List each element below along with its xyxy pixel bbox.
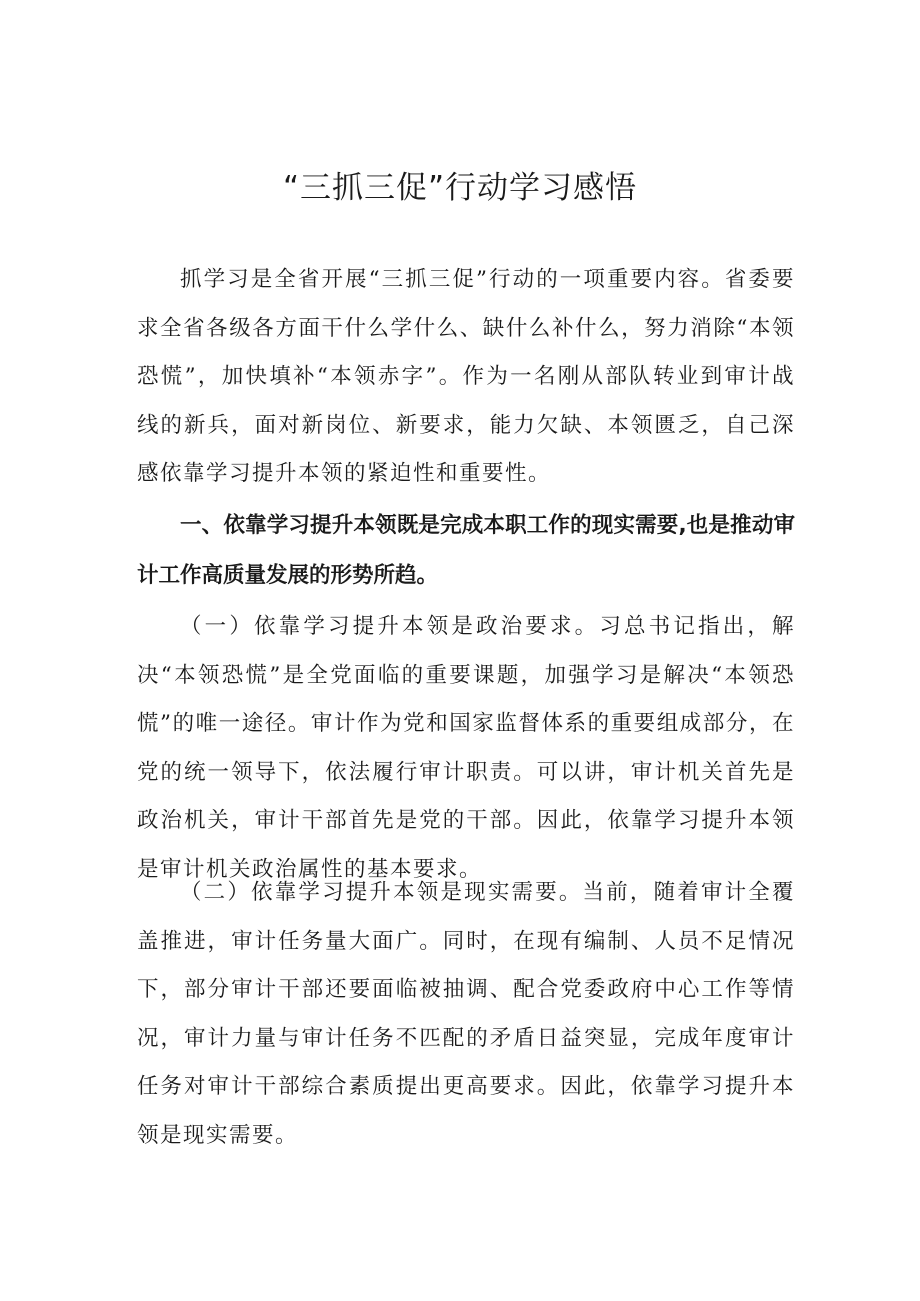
section-heading-1: 一、依靠学习提升本领既是完成本职工作的现实需要,也是推动审计工作高质量发展的形势所趋。 — [137, 513, 795, 588]
subsection-paragraph-2: （二）依靠学习提升本领是现实需要。当前，随着审计全覆盖推进，审计任务量大面广。同时，在现有编制、人员不足情况下，部分审计干部还要面临被抽调、配合党委政府中心工作等情况，审计力量与审计任务不匹配的矛盾日益突显，完成年度审计任务对审计干部综合素质提出更高要求。因此，依靠学习提升本领是现实需要。 — [137, 880, 795, 1148]
subsection-paragraph-1: （一）依靠学习提升本领是政治要求。习总书记指出，解决“本领恐慌”是全党面临的重要课题，加强学习是解决“本领恐慌”的唯一途径。审计作为党和国家监督体系的重要组成部分，在党的统一领导下，依法履行审计职责。可以讲，审计机关首先是政治机关，审计干部首先是党的干部。因此，依靠学习提升本领是审计机关政治属性的基本要求。 — [137, 614, 795, 882]
document-title: “三抓三促”行动学习感悟 — [282, 170, 638, 206]
intro-paragraph: 抓学习是全省开展“三抓三促”行动的一项重要内容。省委要求全省各级各方面干什么学什么、缺什么补什么，努力消除“本领恐慌”，加快填补“本领赤字”。作为一名刚从部队转业到审计战线的新兵，面对新岗位、新要求，能力欠缺、本领匮乏，自己深感依靠学习提升本领的紧迫性和重要性。 — [137, 267, 795, 486]
